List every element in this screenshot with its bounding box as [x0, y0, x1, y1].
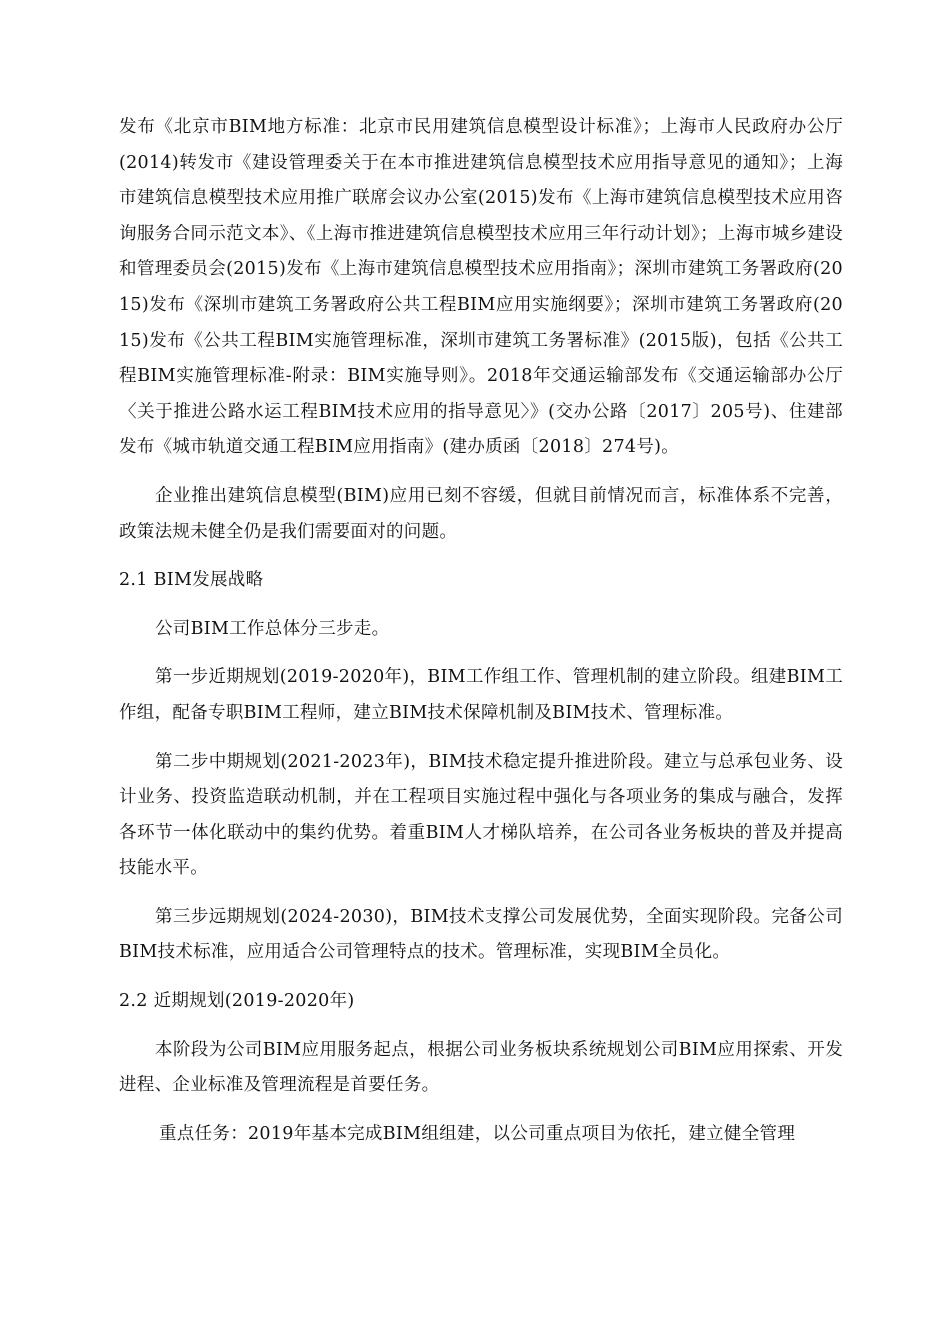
- paragraph-three-steps: 公司BIM工作总体分三步走。: [155, 618, 390, 639]
- paragraph-stage-intro: 本阶段为公司BIM应用服务起点，根据公司业务板块系统规划公司BIM应用探索、开发进程、企业标准及管理流程是首要任务。: [119, 1039, 843, 1096]
- paragraph-urgency: 企业推出建筑信息模型(BIM)应用已刻不容缓，但就目前情况而言，标准体系不完善，政策法规未健全仍是我们需要面对的问题。: [119, 485, 843, 542]
- paragraph-step-two: 第二步中期规划(2021-2023年)，BIM技术稳定提升推进阶段。建立与总承包业务、设计业务、投资监造联动机制，并在工程项目实施过程中强化与各项业务的集成与融合，发挥各环节一体化联动中的集约优势。着重BIM人才梯队培养，在公司各业务板块的普及并提高技能水平。: [119, 751, 843, 879]
- paragraph-standards-list: 发布《北京市BIM地方标准：北京市民用建筑信息模型设计标准》；上海市人民政府办公厅(2014)转发市《建设管理委关于在本市推进建筑信息模型技术应用指导意见的通知》；上海市建筑信息模型技术应用推广联席会议办公室(2015)发布《上海市建筑信息模型技术应用咨询服务合同示范文本》、《上海市推进建筑信息模型技术应用三年行动计划》；上海市城乡建设和管理委员会(2015)发布《上海市建筑信息模型技术应用指南》；深圳市建筑工务署政府(2015)发布《深圳市建筑工务署政府公共工程BIM应用实施纲要》；深圳市建筑工务署政府(2015)发布《公共工程BIM实施管理标准，深圳市建筑工务署标准》(2015版)，包括《公共工程BIM实施管理标准-附录：BIM实施导则》。2018年交通运输部发布《交通运输部办公厅〈关于推进公路水运工程BIM技术应用的指导意见〉》(交办公路〔2017〕205号)、住建部发布《城市轨道交通工程BIM应用指南》(建办质函〔2018〕274号)。: [119, 117, 843, 458]
- document-body: [119, 110, 843, 1152]
- section-heading-near-term-plan: 2.2 近期规划(2019-2020年): [119, 991, 355, 1012]
- paragraph-step-three: 第三步远期规划(2024-2030)，BIM技术支撑公司发展优势，全面实现阶段。完备公司BIM技术标准，应用适合公司管理特点的技术。管理标准，实现BIM全员化。: [119, 906, 843, 963]
- section-heading-bim-strategy: 2.1 BIM发展战略: [119, 570, 264, 591]
- paragraph-step-one: 第一步近期规划(2019-2020年)，BIM工作组工作、管理机制的建立阶段。组建BIM工作组，配备专职BIM工程师，建立BIM技术保障机制及BIM技术、管理标准。: [119, 667, 843, 723]
- paragraph-key-tasks: 重点任务：2019年基本完成BIM组组建，以公司重点项目为依托，建立健全管理: [159, 1123, 796, 1144]
